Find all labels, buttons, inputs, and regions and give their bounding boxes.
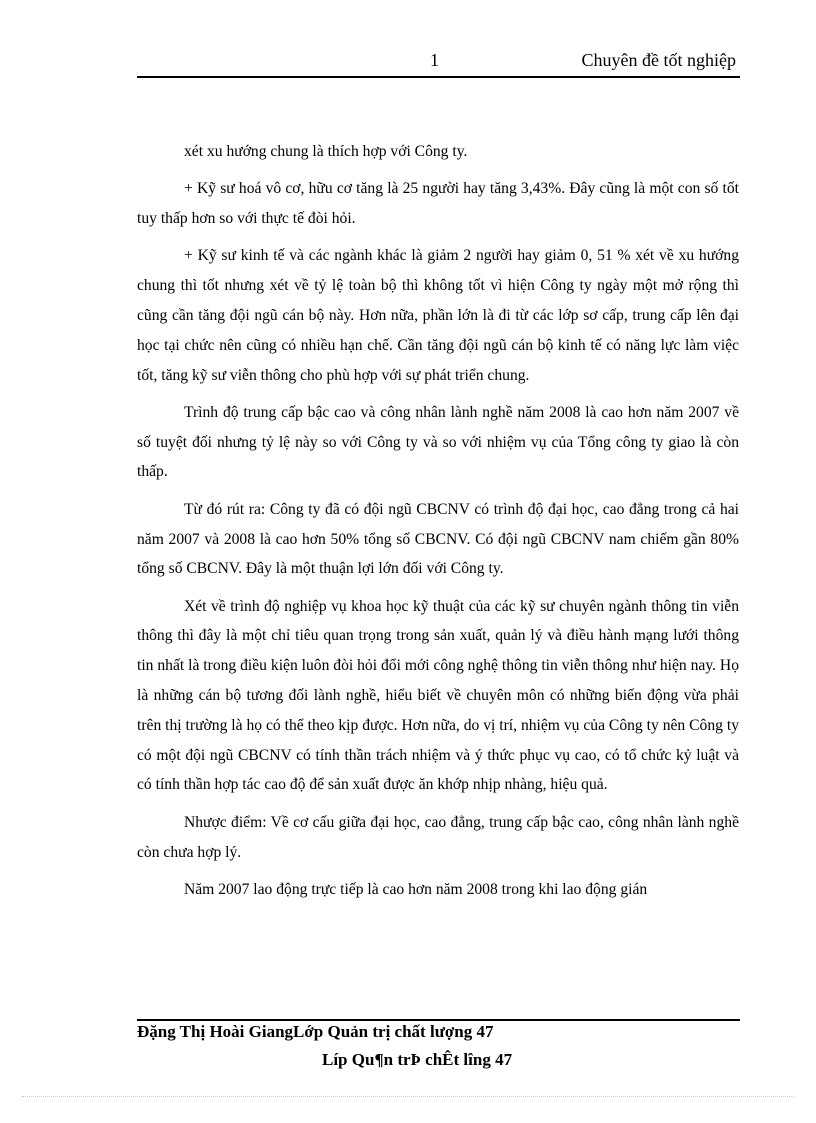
page-edge-divider [22, 1096, 794, 1097]
paragraph: Năm 2007 lao động trực tiếp là cao hơn năm 2008 trong khi lao động gián [184, 880, 648, 898]
paragraph: Từ đó rút ra: Công ty đã có đội ngũ CBCNV có trình độ đại học, cao đẳng trong cả hai năm 2007 và 2008 là cao hơn 50% tổng số CBCNV. Có đội ngũ CBCNV nam chiếm gần 80% tổng số CBCNV. Đây là một thuận lợi lớn đối với Công ty. [137, 500, 739, 578]
header-divider [137, 76, 740, 78]
paragraph: xét xu hướng chung là thích hợp với Công ty. [184, 143, 468, 160]
paragraph: + Kỹ sư hoá vô cơ, hữu cơ tăng là 25 người hay tăng 3,43%. Đây cũng là một con số tốt tuy thấp hơn so với thực tế đòi hỏi. [137, 180, 739, 228]
paragraph: Trình độ trung cấp bậc cao và công nhân lành nghề năm 2008 là cao hơn năm 2007 về số tuyệt đối nhưng tỷ lệ này so với Công ty và so với nhiệm vụ của Tổng công ty giao là còn thấp. [137, 403, 739, 481]
document-body [137, 137, 739, 912]
footer-class-line: Líp Qu¶n trÞ chÊt lîng 47 [322, 1050, 513, 1069]
paragraph: Xét về trình độ nghiệp vụ khoa học kỹ thuật của các kỹ sư chuyên ngành thông tin viễn thông thì đây là một chỉ tiêu quan trọng trong sản xuất, quản lý và điều hành mạng lưới thông tin nhất là trong điều kiện luôn đòi hỏi đổi mới công nghệ thông tin viễn thông như hiện nay. Họ là những cán bộ tương đối lành nghề, hiểu biết về chuyên môn có những biến động vừa phải trên thị trường là họ có thể theo kịp được. Hơn nữa, do vị trí, nhiệm vụ của Công ty nên Công ty có một đội ngũ CBCNV có tính thần trách nhiệm và ý thức phục vụ cao, có tổ chức kỷ luật và có tính thần hợp tác cao độ để sản xuất được ăn khớp nhịp nhàng, hiệu quả. [137, 597, 739, 794]
page-header [137, 46, 740, 76]
footer-divider [137, 1019, 740, 1021]
page-number: 1 [430, 50, 439, 70]
paragraph: Nhược điểm: Về cơ cấu giữa đại học, cao đẳng, trung cấp bậc cao, công nhân lành nghề còn chưa hợp lý. [137, 813, 739, 861]
document-title: Chuyên đề tốt nghiệp [581, 50, 736, 70]
footer-author-line: Đặng Thị Hoài GiangLớp Quản trị chất lượng 47 [137, 1022, 494, 1041]
paragraph: + Kỹ sư kinh tế và các ngành khác là giảm 2 người hay giảm 0, 51 % xét về xu hướng chung thì tốt nhưng xét về tỷ lệ toàn bộ thì không tốt vì hiện Công ty ngày một mở rộng thì cũng cần tăng đội ngũ cán bộ này. Hơn nữa, phần lớn là đi từ các lớp sơ cấp, trung cấp lên đại học tại chức nên cũng có nhiều hạn chế. Cần tăng đội ngũ cán bộ kinh tế có năng lực làm việc tốt, tăng kỹ sư viễn thông cho phù hợp với sự phát triển chung. [137, 247, 739, 384]
